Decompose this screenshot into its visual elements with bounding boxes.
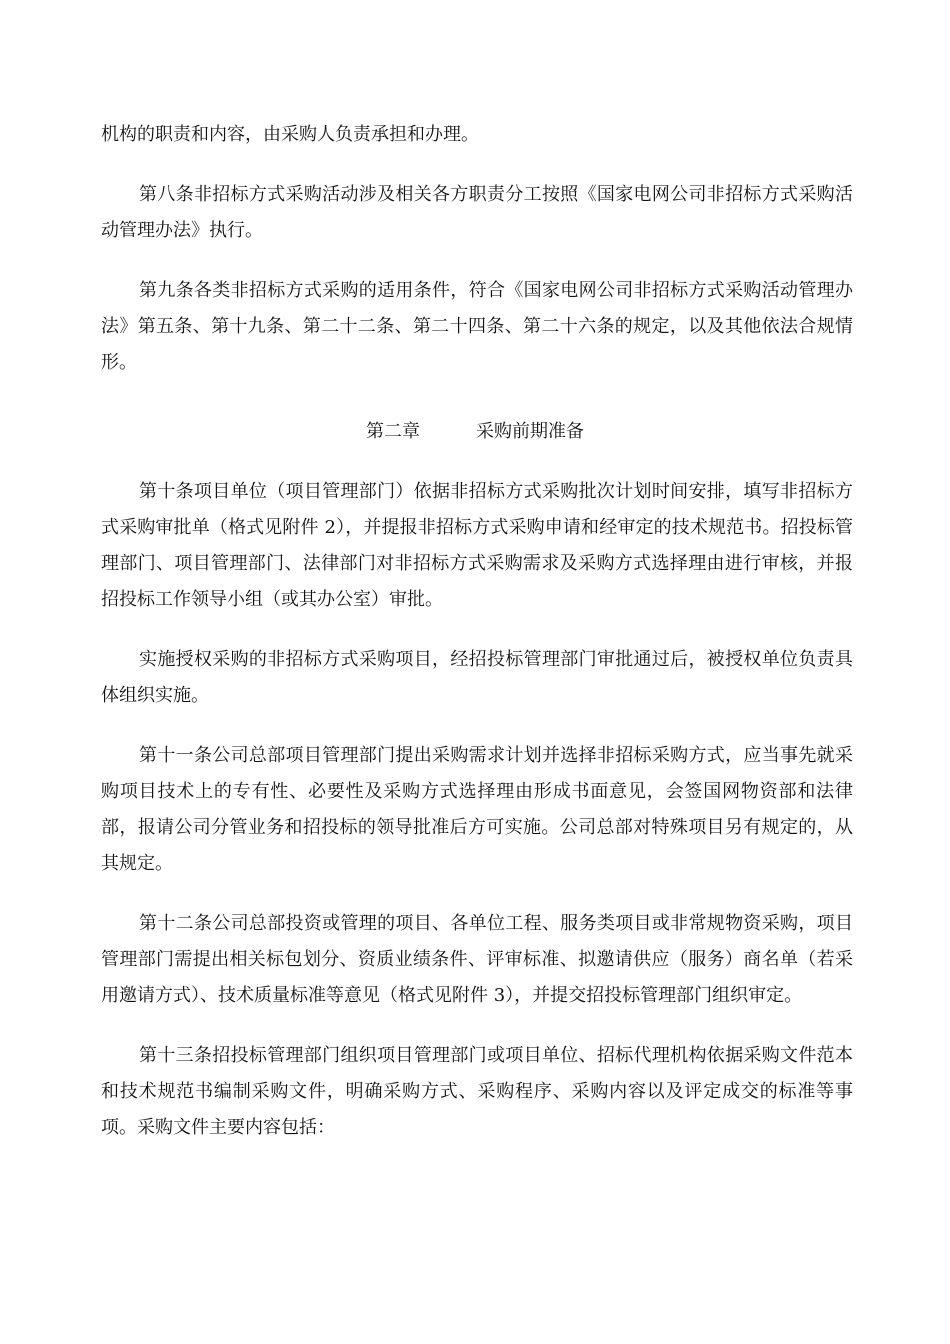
paragraph-article-9: 第九条各类非招标方式采购的适用条件，符合《国家电网公司非招标方式采购活动管理办法》第五条、第十九条、第二十二条、第二十四条、第二十六条的规定，以及其他依法合规情形。 — [101, 280, 853, 373]
chapter-number: 第二章 — [366, 421, 420, 442]
document-body-top — [101, 117, 853, 405]
paragraph-continuation: 机构的职责和内容，由采购人负责承担和办理。 — [101, 124, 479, 145]
paragraph-article-11: 第十一条公司总部项目管理部门提出采购需求计划并选择非招标采购方式，应当事先就采购项目技术上的专有性、必要性及采购方式选择理由形成书面意见，会签国网物资部和法律部，报请公司分管业务和招投标的领导批准后方可实施。公司总部对特殊项目另有规定的，从其规定。 — [101, 745, 853, 874]
paragraph-article-8: 第八条非招标方式采购活动涉及相关各方职责分工按照《国家电网公司非招标方式采购活动管理办法》执行。 — [101, 184, 853, 241]
document-body-bottom — [101, 474, 853, 1170]
chapter-title: 采购前期准备 — [476, 421, 584, 442]
paragraph-authorized-procurement: 实施授权采购的非招标方式采购项目，经招投标管理部门审批通过后，被授权单位负责具体组织实施。 — [101, 649, 853, 706]
paragraph-article-12: 第十二条公司总部投资或管理的项目、各单位工程、服务类项目或非常规物资采购，项目管理部门需提出相关标包划分、资质业绩条件、评审标准、拟邀请供应（服务）商名单（若采用邀请方式）、技术质量标准等意见（格式见附件 3），并提交招投标管理部门组织审定。 — [101, 913, 853, 1006]
paragraph-article-13: 第十三条招投标管理部门组织项目管理部门或项目单位、招标代理机构依据采购文件范本和技术规范书编制采购文件，明确采购方式、采购程序、采购内容以及评定成交的标准等事项。采购文件主要内容包括： — [101, 1045, 853, 1138]
paragraph-article-10: 第十条项目单位（项目管理部门）依据非招标方式采购批次计划时间安排，填写非招标方式采购审批单（格式见附件 2），并提报非招标方式采购申请和经审定的技术规范书。招投标管理部门、项目管理部门、法律部门对非招标方式采购需求及采购方式选择理由进行审核，并报招投标工作领导小组（或其办公室）审批。 — [101, 481, 853, 610]
chapter-heading — [0, 414, 950, 450]
